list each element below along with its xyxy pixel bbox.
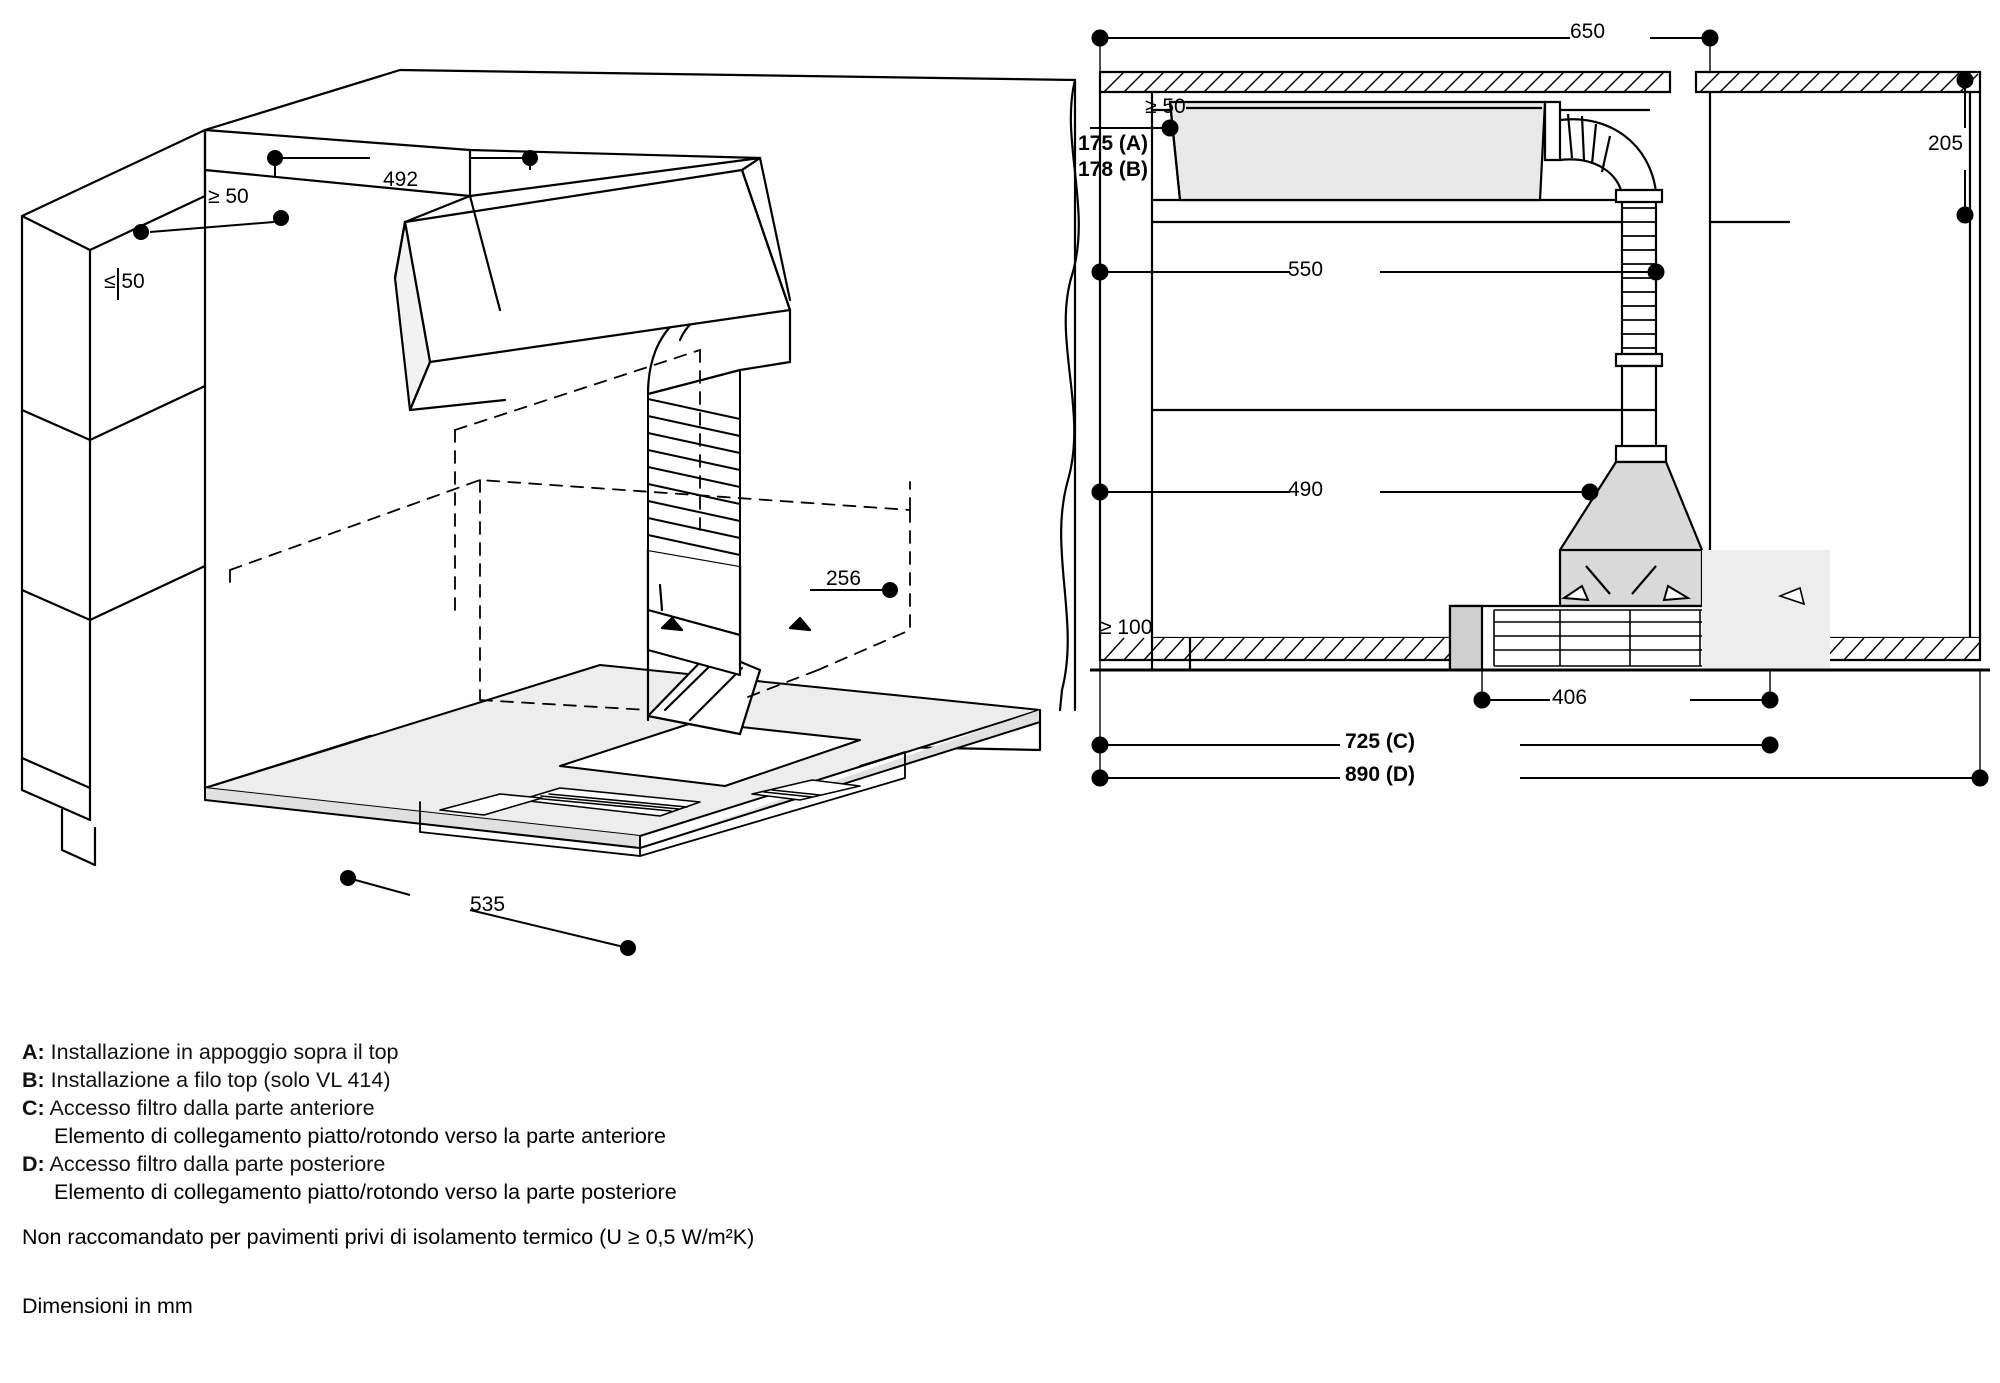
legend-key-a: A: — [22, 1040, 45, 1064]
right-section-drawing — [1090, 10, 1990, 1020]
dim-label-205: 205 — [1928, 132, 1964, 155]
units-note: Dimensioni in mm — [22, 1294, 193, 1318]
dim-label-650: 650 — [1570, 20, 1606, 43]
legend-key-c: C: — [22, 1096, 45, 1120]
dim-label-256: 256 — [826, 567, 862, 590]
dim-label-178B: 178 (B) — [1078, 158, 1149, 181]
dim-label-min100: ≥ 100 — [1100, 616, 1153, 639]
legend-key-d: D: — [22, 1152, 45, 1176]
legend-key-b: B: — [22, 1068, 45, 1092]
legend-text-b: Installazione a filo top (solo VL 414) — [50, 1068, 391, 1092]
dim-label-min50-left: ≥ 50 — [208, 185, 249, 208]
dim-label-490: 490 — [1288, 478, 1324, 501]
legend-block — [22, 1038, 1222, 1206]
dim-label-max50-left: ≤ 50 — [104, 270, 145, 293]
legend-subtext-c: Elemento di collegamento piatto/rotondo verso la parte anteriore — [54, 1124, 666, 1148]
legend-text-c: Accesso filtro dalla parte anteriore — [49, 1096, 375, 1120]
recommendation-note: Non raccomandato per pavimenti privi di isolamento termico (U ≥ 0,5 W/m²K) — [22, 1225, 755, 1249]
legend-item-c — [22, 1094, 1222, 1122]
dim-label-550: 550 — [1288, 258, 1324, 281]
dim-label-min50-right: ≥ 50 — [1145, 95, 1186, 118]
dim-label-492: 492 — [383, 168, 419, 191]
dim-label-725C: 725 (C) — [1345, 730, 1416, 753]
dim-label-535: 535 — [470, 893, 506, 916]
legend-text-d: Accesso filtro dalla parte posteriore — [49, 1152, 386, 1176]
dim-label-406: 406 — [1552, 686, 1588, 709]
legend-text-a: Installazione in appoggio sopra il top — [50, 1040, 399, 1064]
dim-label-890D: 890 (D) — [1345, 763, 1416, 786]
legend-subtext-d: Elemento di collegamento piatto/rotondo verso la parte posteriore — [54, 1180, 677, 1204]
dim-label-175A: 175 (A) — [1078, 132, 1149, 155]
legend-item-b — [22, 1066, 1222, 1094]
legend-item-a — [22, 1038, 1222, 1066]
left-isometric-drawing — [0, 10, 1120, 1020]
legend-item-d — [22, 1150, 1222, 1178]
